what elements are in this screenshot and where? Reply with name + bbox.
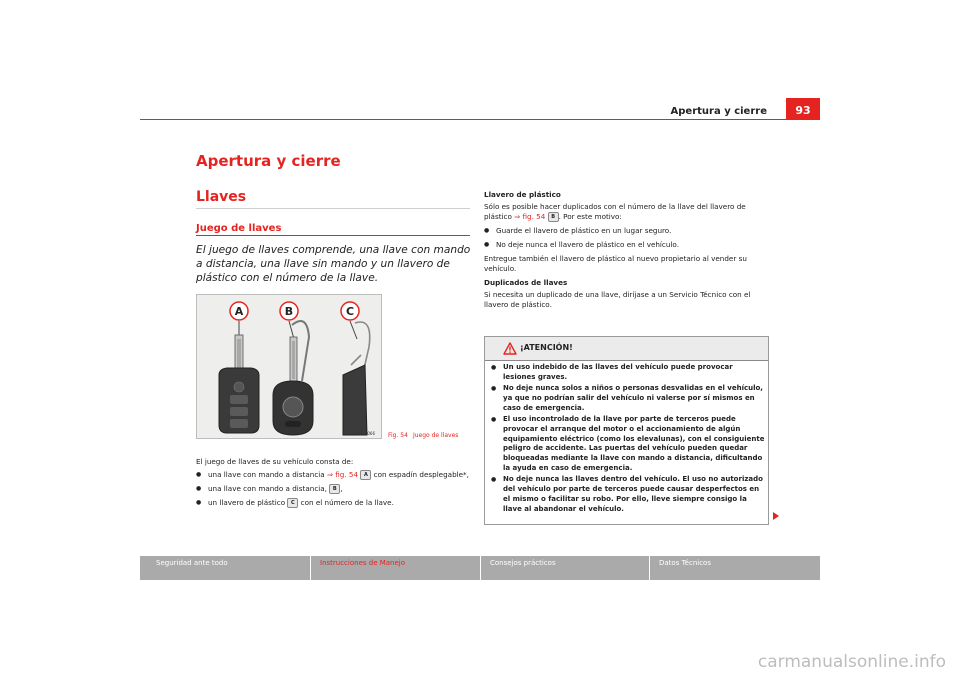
llavero-heading: Llavero de plástico [484,190,561,199]
section-rule [196,208,470,209]
warning-divider [485,360,768,361]
warning-icon [503,342,517,355]
list-item: ● una llave con mando a distancia ⇒ fig. 54 A con espadín desplegable*, [196,470,476,480]
figure-label-c: C [345,305,355,318]
key-a-illustration [219,321,259,433]
nav-tab-instrucciones[interactable]: Instrucciones de Manejo [320,559,406,567]
key-b-illustration [273,321,313,435]
warning-item: ● No deje nunca solos a niños o personas desvalidas en el vehículo, ya que no podrían salir del vehículo ni valerse por sí mismos en caso de emergencia. [491,384,765,413]
bottom-nav [140,556,820,580]
subsection-rule [196,235,470,236]
figure-caption-text: Juego de llaves [412,432,459,439]
item-badge-b: B [329,484,340,494]
fig-54-link[interactable]: ⇒ fig. 54 [514,212,546,221]
llavero-badge: B [548,212,559,222]
header-divider [140,119,820,120]
list-item: ● una llave con mando a distancia, B , [196,484,476,494]
nav-separator [310,556,311,580]
key-c-illustration [343,321,370,435]
page-number: 93 [786,98,820,120]
nav-tab-consejos[interactable]: Consejos prácticos [490,559,556,567]
nav-tab-seguridad[interactable]: Seguridad ante todo [156,559,228,567]
subsection-heading: Juego de llaves [196,223,282,234]
warning-item: ● El uso incontrolado de la llave por parte de terceros puede provocar el arranque del motor o el accionamiento de algún equipamiento eléctrico (como los elevalunas), con el consiguiente peligro de accidente. Las puertas del vehículo pueden quedar bloqueadas mediante la llave con mando a distancia, dificultando la ayuda en caso de emergencia. [491,415,765,474]
key-list-block [196,457,476,508]
intro-paragraph: El juego de llaves comprende, una llave con mando a distancia, una llave sin mando y un llavero de plástico con el número de la llave. [196,244,471,284]
list-item: ● Guarde el llavero de plástico en un lugar seguro. [484,226,769,236]
section-heading: Llaves [196,189,247,205]
entregue-paragraph: Entregue también el llavero de plástico al nuevo propietario al vender su vehículo. [484,254,747,273]
footer-watermark: carmanualsonline.info [757,652,946,672]
chapter-heading: Apertura y cierre [196,152,341,170]
item-badge-c: C [287,498,298,508]
figure-code: B1P-0066 [355,431,375,436]
duplicados-paragraph: Si necesita un duplicado de una llave, diríjase a un Servicio Técnico con el llavero de plástico. [484,290,751,309]
nav-separator [649,556,650,580]
keys-illustration [197,295,381,438]
warning-body [491,363,765,516]
warning-item: ● Un uso indebido de las llaves del vehículo puede provocar lesiones graves. [491,363,765,383]
keys-figure [196,294,382,439]
nav-separator [480,556,481,580]
running-header-title: Apertura y cierre [670,106,767,117]
list-item: ● un llavero de plástico C con el número de la llave. [196,498,476,508]
right-column-text [484,190,769,310]
item-badge-a: A [360,470,371,480]
warning-box [484,336,769,525]
figure-caption-number: Fig. 54 [388,432,408,439]
list-item: ● No deje nunca el llavero de plástico en el vehículo. [484,240,769,250]
nav-tab-datos[interactable]: Datos Técnicos [659,559,711,567]
list-intro: El juego de llaves de su vehículo consta de: [196,457,354,466]
figure-caption [388,432,458,439]
figure-label-b: B [284,305,294,318]
warning-item: ● No deje nunca las llaves dentro del vehículo. El uso no autorizado del vehículo por parte de terceros puede causar desperfectos en el mismo o facilitar su robo. Por ello, lleve siempre consigo la llave al abandonar el vehículo. [491,475,765,514]
figure-label-a: A [234,305,244,318]
fig-54-link[interactable]: ⇒ fig. 54 [326,470,359,479]
warning-title: ¡ATENCIÓN! [520,343,573,352]
duplicados-heading: Duplicados de llaves [484,278,568,287]
llavero-paragraph: Sólo es posible hacer duplicados con el número de la llave del llavero de plástico ⇒ fig. 54 B . Por este motivo: [484,202,746,221]
continue-arrow-icon [772,512,780,520]
